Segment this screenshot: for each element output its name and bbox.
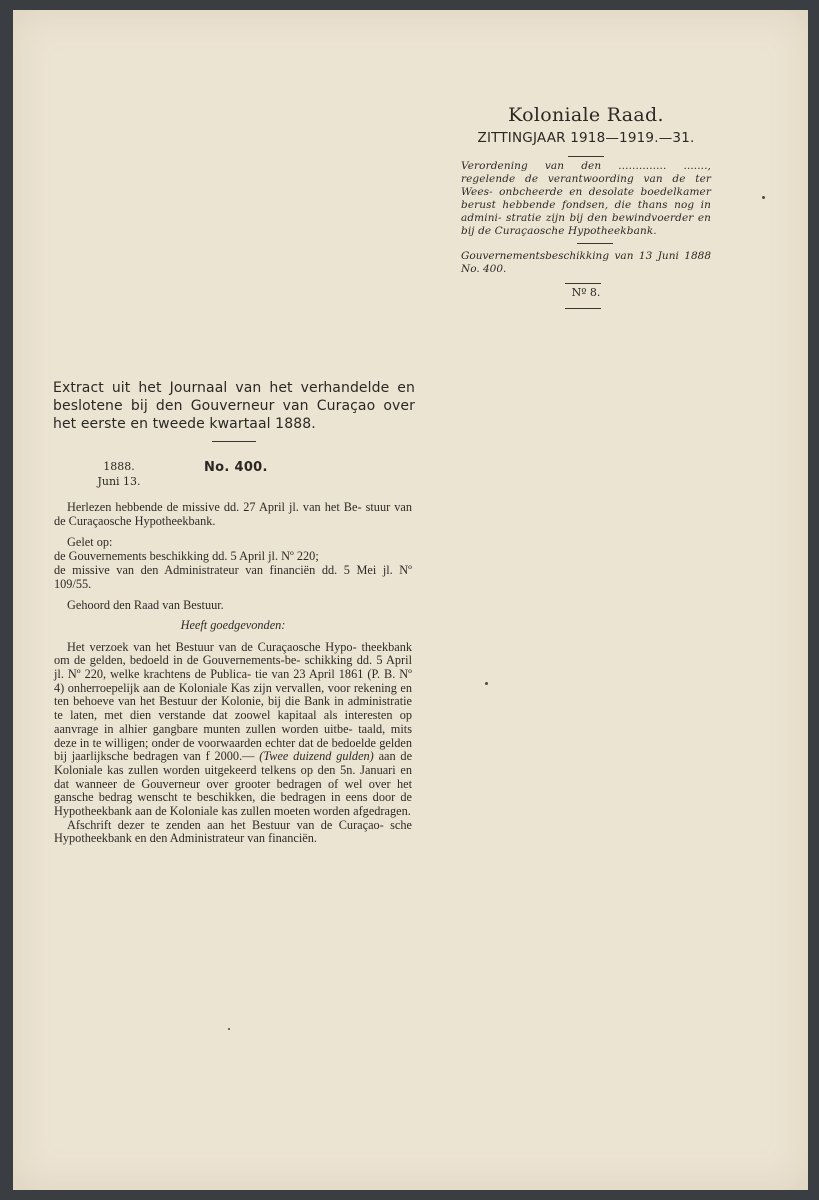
date-year: 1888. [103, 460, 135, 473]
copy-paragraph: Afschrift dezer te zenden aan het Bestuur van de Curaçao- sche Hypotheekbank en den Administrateur van financiën. [54, 817, 412, 846]
gelet-item: de missive van den Administrateur van financiën dd. 5 Mei jl. Nº 109/55. [54, 562, 412, 591]
heard-paragraph: Gehoord den Raad van Bestuur. [67, 598, 224, 613]
reread-paragraph: Herlezen hebbende de missive dd. 27 April jl. van het Be- stuur van de Curaçaosche Hypotheekbank. [54, 500, 412, 528]
gelet-item: de Gouvernements beschikking dd. 5 April jl. Nº 220; [54, 549, 319, 564]
ordinance-description: Verordening van den .............. ......., regelende de verantwoording van de ter Wees- onbcheerde en desolate boedelkamer berust hebbende fondsen, die thans nog in admini- stratie zijn bij den bewindvoerder en bij de Curaçaosche Hypotheekbank. [461, 160, 711, 237]
decision-body [54, 501, 412, 846]
main-text-a: Het verzoek van het Bestuur van de Curaçaosche Hypo- theekbank om de gelden, bedoeld in de Gouvernements-be- schikking dd. 5 April jl. Nº 220, welke krachtens de Publica- tie van 23 April 1861 (P. B. Nº 4) onherroepelijk aan de Koloniale Kas zijn vervallen, voor rekening en ten behoeve van het Bestuur der Kolonie, bij die Bank in administratie te laten, met dien verstande dat zoowel kapitaal als interesten op aanvrage in alhier gangbare munten zullen worden uitbe- taald, mits deze in te willigen; onder de voorwaarden echter dat de bedoelde gelden bij jaarlijksche bedragen van f 2000.— [54, 639, 412, 764]
gelet-label: Gelet op: [67, 535, 113, 550]
main-paragraph [54, 641, 412, 819]
paper-speck [228, 1028, 230, 1030]
session-line: ZITTINGJAAR 1918—1919.—31. [477, 130, 695, 146]
paper-speck [762, 196, 765, 199]
number-rule-bottom [565, 308, 601, 309]
main-text-b: aan de Koloniale kas zullen worden uitgekeerd telkens op den 5n. Januari en dat wanneer de Gouverneur over grooter bedragen of wel over het gansche bedrag wenscht te beschikken, die bedragen in eens door de Hypotheekbank aan de Koloniale kas zullen moeten worden afgedragen. [54, 749, 413, 819]
paper-speck [485, 682, 488, 685]
resolved-heading: Heeft goedgevonden: [180, 617, 286, 632]
decision-number: No. 400. [204, 460, 268, 475]
extract-divider [212, 441, 256, 442]
date-day: Juni 13. [97, 475, 141, 488]
header-divider [568, 156, 604, 157]
document-header [461, 104, 711, 157]
main-text-italic: (Twee duizend gulden) [259, 749, 374, 764]
document-page [13, 10, 808, 1190]
extract-heading: Extract uit het Journaal van het verhandelde en beslotene bij den Gouverneur van Curaçao over het eerste en tweede kwartaal 1888. [53, 380, 415, 432]
number-rule-top [565, 283, 601, 284]
decree-reference: Gouvernementsbeschikking van 13 Juni 1888 No. 400. [461, 250, 711, 275]
decision-date [84, 459, 154, 489]
council-title: Koloniale Raad. [508, 104, 664, 126]
description-divider [577, 243, 613, 244]
document-number: Nº 8. [571, 286, 601, 299]
